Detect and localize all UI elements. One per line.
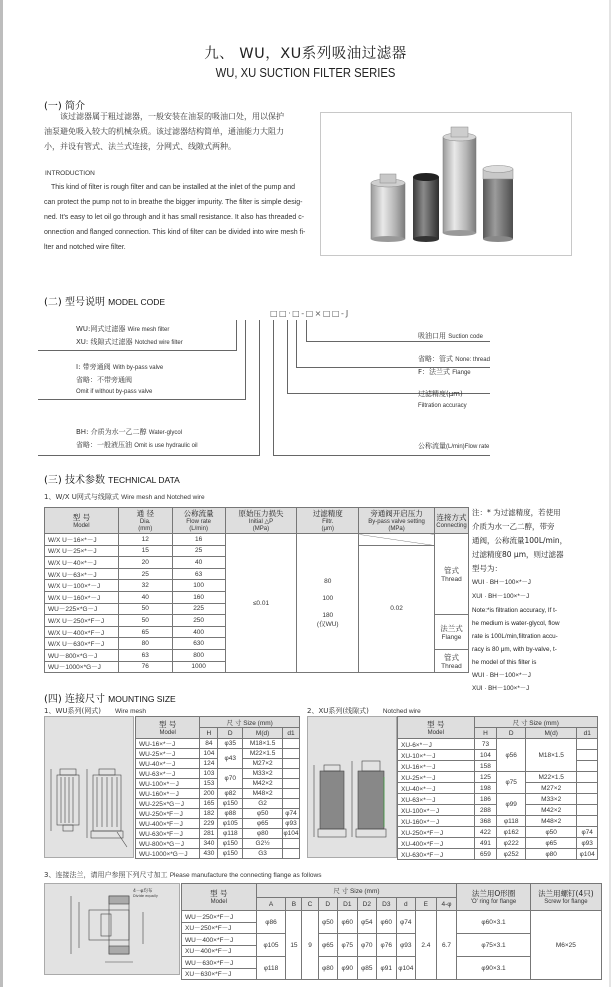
tech-table xyxy=(44,507,469,673)
tech-col-flow: 公称流量 Flow rate (L/min) xyxy=(172,508,225,534)
wu-cell-h: 182 xyxy=(200,809,218,819)
tech-col-connecting: 连接方式 Connecting xyxy=(434,508,468,534)
flange-cell-model: XU－400×*F－J xyxy=(182,945,257,957)
wu-cell-d: φ35 xyxy=(218,739,243,749)
flange-cell-d2: φ85 xyxy=(357,957,377,980)
flange-cell-model: WU－250×*F－J xyxy=(182,911,257,923)
wu-cell-d1 xyxy=(282,759,299,769)
xu-cell-d: φ222 xyxy=(497,838,526,849)
wu-cell-model: WU-40×*－J xyxy=(136,759,200,769)
xu-cell-md: φ80 xyxy=(525,849,576,860)
wu-cell-d1 xyxy=(282,749,299,759)
flange-drawing-note-en: Divide equally xyxy=(133,894,158,898)
wu-cell-h: 200 xyxy=(200,789,218,799)
xu-table-row xyxy=(398,849,598,860)
wu-cell-d1: φ104 xyxy=(283,830,299,837)
connector-line xyxy=(273,455,490,456)
wu-cell-md: φ65 xyxy=(243,819,283,829)
flange-cell-d: φ50 xyxy=(318,911,338,934)
flange-cell-d: φ74 xyxy=(396,911,416,934)
flange-cell-d3: φ60 xyxy=(377,911,397,934)
wu-cell-md: φ80 xyxy=(243,829,283,839)
xu-cell-d1 xyxy=(577,750,598,761)
flange-cell-d1: φ75 xyxy=(338,934,358,957)
wu-cell-md: M48×2 xyxy=(243,789,283,799)
wu-cell-md: G2 xyxy=(243,799,283,809)
xu-cell-model: XU-63×*－J xyxy=(398,794,475,805)
tech-cell-flow: 630 xyxy=(172,638,225,650)
wu-cell-md: φ50 xyxy=(243,809,283,819)
filter-3-icon xyxy=(443,127,476,236)
wu-table-row xyxy=(136,779,300,789)
tech-cell-flow: 160 xyxy=(172,591,225,603)
xu-cell-d: φ118 xyxy=(497,816,526,827)
wu-cell-model: WU-100×*－J xyxy=(136,779,200,789)
page-title: 九、 WU，XU系列吸油过滤器 xyxy=(204,46,407,62)
wu-table-row xyxy=(136,839,300,849)
xu-cell-h: 659 xyxy=(474,849,497,860)
tech-cell-flow: 800 xyxy=(172,649,225,661)
wu-cell-d1 xyxy=(282,849,299,859)
tech-cell-bypass: 0.02 xyxy=(359,545,435,673)
xu-cell-model: XU-160×*－J xyxy=(398,816,475,827)
tech-cell-model: WU－225×*G－J xyxy=(45,603,119,615)
flange-cell-a: φ105 xyxy=(256,934,286,957)
xu-drawing xyxy=(307,716,397,858)
tech-col-model: 型 号 Model xyxy=(45,508,119,534)
intro-en-line: onnection and flanged connection. This kind of filter can be divided into wire mesh fi- xyxy=(44,229,306,236)
wu-cell-model: WU-225×*G－J xyxy=(136,799,200,809)
wu-cell-d: φ150 xyxy=(218,839,243,849)
flange-cell-b: 15 xyxy=(286,911,302,980)
tech-heading: (三) 技术参数 TECHNICAL DATA xyxy=(44,475,180,486)
wu-cell-h: 103 xyxy=(200,769,218,779)
xu-cell-h: 368 xyxy=(474,816,497,827)
wu-cell-d1 xyxy=(282,779,299,789)
tech-cell-model: W/X U－630×*F－J xyxy=(45,638,119,650)
wu-table-row xyxy=(136,789,300,799)
connector-line xyxy=(273,320,274,455)
xu-cell-md: φ65 xyxy=(525,838,576,849)
xu-cell-md: M22×1.5 xyxy=(525,772,576,783)
xu-cell-model: XU-25×*－J xyxy=(398,772,475,783)
xu-cell-h: 491 xyxy=(474,838,497,849)
tech-cell-dia: 65 xyxy=(118,626,172,638)
wu-table-row xyxy=(136,739,300,749)
wu-cell-d1 xyxy=(282,839,299,849)
wu-cell-model: WU-160×*－J xyxy=(136,789,200,799)
wu-cell-md: M42×2 xyxy=(243,779,283,789)
xu-cell-md: M42×2 xyxy=(525,805,576,816)
xu-cell-d: φ56 xyxy=(497,739,526,772)
flange-cell-d3: φ76 xyxy=(377,934,397,957)
flange-table: 型 号 Model 尺 寸 Size (mm) 法兰用O形圈 'O' ring for flange 法兰用螺钉(4只) Screw for flange A B C D D1 D2 D3 d E 4-φ WU－250×*F－J φ86 15 9 φ50 φ60 φ54 φ60 φ74 2.4 6.7 φ60×3.1 M6×25 XU－250×*F－J WU－400×*F－J φ105 φ65 φ75 φ70 φ76 φ93 φ75×3.1 XU－400×*F－J WU－630×*F－J φ118 φ80 φ90 φ85 φ91 φ104 φ90×3.1 XU－630×*F－J xyxy=(181,883,602,980)
intro-cn-line: 该过滤器属于粗过滤器，一般安装在油泵的吸油口处，用以保护 xyxy=(44,112,284,121)
filter-2-icon xyxy=(413,173,439,242)
wu-table-row xyxy=(136,749,300,759)
xu-cell-d: φ162 xyxy=(497,827,526,838)
tech-table-row xyxy=(45,534,469,546)
tech-cell-model: W/X U－16×*－J xyxy=(45,534,119,546)
tech-cell-dia: 50 xyxy=(118,603,172,615)
flange-cell-oring: φ90×3.1 xyxy=(457,957,530,980)
wu-cell-model: WU-800×*G－J xyxy=(136,839,200,849)
model-code-label-accuracy: 过滤精度(μm) Filtration accuracy xyxy=(418,390,467,409)
wu-cell-h: 430 xyxy=(200,849,218,859)
tech-cell-connecting-thread-2: 管式 Thread xyxy=(434,649,468,672)
tech-cell-bypass-na xyxy=(359,534,435,546)
xu-cell-d1: φ74 xyxy=(577,827,598,838)
flange-cell-d: φ104 xyxy=(396,957,416,980)
wu-table-row xyxy=(136,819,300,829)
tech-cell-dia: 32 xyxy=(118,580,172,592)
wu-cell-h: 281 xyxy=(200,829,218,839)
tech-cell-model: W/X U－40×*－J xyxy=(45,557,119,569)
filter-product-photo xyxy=(320,112,572,256)
wu-cell-model: WU-25×*－J xyxy=(136,749,200,759)
wu-cell-h: 153 xyxy=(200,779,218,789)
wu-cell-h: 340 xyxy=(200,839,218,849)
xu-cell-md: M18×1.5 xyxy=(525,739,576,772)
wu-cell-d: φ43 xyxy=(218,749,243,769)
wu-cell-d1 xyxy=(282,739,299,749)
tech-col-dp: 原始压力损失 Initial △P (MPa) xyxy=(225,508,297,534)
xu-size-table: 型 号 Model 尺 寸 Size (mm) H D M(d) d1 XU-6×*－J 73 φ56 M18×1.5 XU-10×*－J 104 XU-16×*－J 158 XU-25×*－J 125 φ75 M22×1.5 XU-40×*－J 198 M27×2 XU-63×*－J 186 φ99 M33×2 XU-100×*－J 288 M42×2 XU-160×*－J 368 φ118 M48×2 XU-250×*F－J 422 φ162 φ50 φ74 XU-400×*F－J 491 φ222 φ65 φ93 XU-630×*F－J 659 φ252 φ80 φ104 xyxy=(397,716,598,860)
flange-cell-d: φ93 xyxy=(396,934,416,957)
flange-cell-model: XU－250×*F－J xyxy=(182,922,257,934)
flange-cell-d1: φ60 xyxy=(338,911,358,934)
xu-cell-model: XU-100×*－J xyxy=(398,805,475,816)
wu-cell-model: WU-400×*F－J xyxy=(136,819,200,829)
page-subtitle: WU, XU SUCTION FILTER SERIES xyxy=(215,66,396,80)
model-code-heading-en: MODEL CODE xyxy=(108,297,166,307)
model-code-label-suction: 吸油口用 Suction code xyxy=(418,332,483,340)
wu-cell-md: M33×2 xyxy=(243,769,283,779)
flange-cell-model: WU－630×*F－J xyxy=(182,957,257,969)
tech-cell-connecting-thread: 管式 Thread xyxy=(434,534,468,615)
connector-line xyxy=(287,320,288,394)
flange-cell-model: XU－630×*F－J xyxy=(182,968,257,980)
xu-cell-d1 xyxy=(577,816,598,827)
flange-subheading: 3、连接法兰，请用户参照下列尺寸加工 Please manufacture the connecting flange as follows xyxy=(44,871,322,879)
tech-cell-model: W/X U－25×*－J xyxy=(45,545,119,557)
xu-cell-h: 158 xyxy=(474,761,497,772)
tech-cell-dia: 50 xyxy=(118,615,172,627)
xu-cell-md: M33×2 xyxy=(525,794,576,805)
flange-cell-screw: M6×25 xyxy=(530,911,601,980)
wu-table-row xyxy=(136,799,300,809)
wu-cell-md: M18×1.5 xyxy=(243,739,283,749)
xu-cell-d1 xyxy=(577,794,598,805)
intro-en-text xyxy=(44,180,319,255)
flange-cell-oring: φ75×3.1 xyxy=(457,934,530,957)
xu-cell-h: 198 xyxy=(474,783,497,794)
flange-cell-d: φ80 xyxy=(318,957,338,980)
xu-cell-model: XU-40×*－J xyxy=(398,783,475,794)
connector-line xyxy=(306,320,307,342)
flange-drawing xyxy=(44,883,180,975)
flange-cell-d1: φ90 xyxy=(338,957,358,980)
xu-cell-d1 xyxy=(577,739,598,750)
wu-table-row xyxy=(136,769,300,779)
tech-cell-model: W/X U－100×*－J xyxy=(45,580,119,592)
tech-cell-flow: 63 xyxy=(172,568,225,580)
xu-cell-model: XU-6×*－J xyxy=(398,739,475,750)
flange-drawing-note: 4－φ均布 xyxy=(133,889,153,894)
intro-cn-line: 油泵避免吸入较大的机械杂质。该过滤器结构简单，通油能力大阻力 xyxy=(44,127,284,136)
tech-note: 注：* 为过滤精度，若使用 介质为水一乙二醇，带旁 通阀，公称流量100L/min， 过滤精度80 μm，则过滤器 型号为： WUI · BH－100×*－J XUI · BH－100×*－J Note:*is filtration accuracy, If t- he medium is water-glycol, flow rate is 100L/min,filtration accu- racy is 80 μm, with by-valve, t- he model of this filter is WUI · BH－100×*－J XUI · BH－100×*－J xyxy=(472,508,568,692)
intro-heading: (一) 简介 xyxy=(44,101,85,112)
flange-cell-model: WU－400×*F－J xyxy=(182,934,257,946)
tech-cell-dia: 20 xyxy=(118,557,172,569)
wu-cell-h: 165 xyxy=(200,799,218,809)
model-code-label-bypass: I: 带旁通阀 With by-pass valve 省略：不带旁通阀 Omit if without by-pass valve xyxy=(76,363,164,395)
wu-cell-model: WU-250×*F－J xyxy=(136,809,200,819)
wu-cell-h: 229 xyxy=(200,819,218,829)
tech-cell-flow: 16 xyxy=(172,534,225,546)
wu-cell-md: M22×1.5 xyxy=(243,749,283,759)
flange-cell-4phi: 6.7 xyxy=(436,911,457,980)
tech-cell-flow: 1000 xyxy=(172,661,225,673)
model-code-label-flow: 公称流量(L/min)Flow rate xyxy=(418,442,490,450)
tech-cell-model: W/X U－250×*F－J xyxy=(45,615,119,627)
flange-cell-d2: φ54 xyxy=(357,911,377,934)
model-code-string: □□·□-□×□□-J xyxy=(270,309,350,318)
tech-cell-flow: 25 xyxy=(172,545,225,557)
wu-cell-d1 xyxy=(282,789,299,799)
wu-table-row xyxy=(136,809,300,819)
wu-cell-d: φ82 xyxy=(218,789,243,799)
tech-cell-dia: 40 xyxy=(118,591,172,603)
left-border xyxy=(0,0,3,987)
intro-en-line: This kind of filter is rough filter and can be installed at the inlet of the pump and xyxy=(44,184,295,191)
tech-cell-flow: 225 xyxy=(172,603,225,615)
wu-cell-d1: φ93 xyxy=(282,819,299,829)
intro-en-line: ned. It's easy to let oil go through and it has small resistance. It also has threaded c- xyxy=(44,214,305,221)
tech-cell-dia: 25 xyxy=(118,568,172,580)
tech-subheading: 1、W/X U网式与线隙式 Wire mesh and Notched wire xyxy=(44,493,205,501)
xu-cell-h: 104 xyxy=(474,750,497,761)
xu-cell-model: XU-16×*－J xyxy=(398,761,475,772)
intro-cn-text xyxy=(44,109,314,154)
xu-cell-d1: φ104 xyxy=(577,849,598,860)
flange-table-row xyxy=(182,911,602,923)
xu-cell-d1 xyxy=(577,772,598,783)
xu-cell-d1 xyxy=(577,783,598,794)
xu-cell-h: 422 xyxy=(474,827,497,838)
connector-line xyxy=(259,320,260,455)
xu-table-row xyxy=(398,838,598,849)
model-code-label-medium: BH: 介质为水一乙二醇 Water-glycol 省略：一般液压油 Omit is use hydraulic oil xyxy=(76,428,198,449)
wu-cell-d: φ150 xyxy=(218,799,243,809)
xu-table-row xyxy=(398,827,598,838)
tech-cell-dia: 80 xyxy=(118,638,172,650)
wu-table-row xyxy=(136,759,300,769)
wu-cell-d: φ70 xyxy=(218,769,243,789)
tech-cell-flow: 100 xyxy=(172,580,225,592)
flange-cell-d3: φ91 xyxy=(377,957,397,980)
tech-col-filtr: 过滤精度 Filtr. (μm) xyxy=(297,508,359,534)
xu-cell-model: XU-630×*F－J xyxy=(398,849,475,860)
tech-cell-dia: 15 xyxy=(118,545,172,557)
wu-drawing xyxy=(44,716,134,858)
filter-1-icon xyxy=(371,174,405,242)
xu-subheading: 2、XU系列(线隙式) Notched wire xyxy=(307,707,421,715)
intro-en-line: lter and notched wire filter. xyxy=(44,244,126,251)
connector-line xyxy=(38,350,237,351)
model-code-heading xyxy=(44,293,165,308)
wu-cell-model: WU-63×*－J xyxy=(136,769,200,779)
wu-cell-d1: φ74 xyxy=(282,809,299,819)
flange-cell-d: φ65 xyxy=(318,934,338,957)
tech-cell-model: WU－1000×*G－J xyxy=(45,661,119,673)
tech-cell-model: W/X U－63×*－J xyxy=(45,568,119,580)
xu-cell-d1 xyxy=(577,761,598,772)
wu-cell-md: G3 xyxy=(243,849,283,859)
tech-cell-initial-dp: ≤0.01 xyxy=(225,534,297,673)
flange-cell-c: 9 xyxy=(302,911,318,980)
wu-cell-d: φ150 xyxy=(218,849,243,859)
model-code-label-type: WU:网式过滤器 Wire mesh filter XU: 线隙式过滤器 Notched wire filter xyxy=(76,325,183,346)
wu-cell-md: M27×2 xyxy=(243,759,283,769)
wu-table-row xyxy=(136,829,300,839)
wu-cell-h: 104 xyxy=(200,749,218,759)
tech-cell-dia: 12 xyxy=(118,534,172,546)
xu-cell-h: 73 xyxy=(474,739,497,750)
wu-table-row xyxy=(136,849,300,859)
wu-cell-d: φ105 xyxy=(218,819,243,829)
wu-cell-model: WU-630×*F－J xyxy=(136,829,200,839)
tech-cell-filtr: 80 100 180 (仅WU) xyxy=(297,534,359,673)
flange-cell-e: 2.4 xyxy=(416,911,437,980)
connector-line xyxy=(38,399,246,400)
xu-cell-h: 186 xyxy=(474,794,497,805)
connector-line xyxy=(236,320,237,350)
xu-table-row xyxy=(398,772,598,783)
intro-en-line: can protect the pump not to in breathe the bigger impurity. The filter is simple desig- xyxy=(44,199,303,206)
tech-cell-connecting-flange: 法兰式 Flange xyxy=(434,615,468,650)
tech-col-dia: 通 径 Dia. (mm) xyxy=(118,508,172,534)
intro-en-heading: INTRODUCTION xyxy=(45,170,95,177)
tech-cell-dia: 76 xyxy=(118,661,172,673)
wu-cell-md: G2½ xyxy=(243,839,283,849)
tech-cell-model: WU－800×*G－J xyxy=(45,649,119,661)
flange-cell-a: φ118 xyxy=(256,957,286,980)
wu-cell-d1 xyxy=(282,769,299,779)
mounting-heading: (四) 连接尺寸 MOUNTING SIZE xyxy=(44,694,176,705)
xu-cell-model: XU-250×*F－J xyxy=(398,827,475,838)
intro-cn-line: 小，并设有管式、法兰式连接，分网式、线隙式两种。 xyxy=(44,142,236,151)
xu-cell-d: φ252 xyxy=(497,849,526,860)
wu-subheading: 1、WU系列(网式) Wire mesh xyxy=(44,707,147,715)
xu-cell-h: 288 xyxy=(474,805,497,816)
model-code-heading-cn: (二) 型号说明 xyxy=(44,297,105,308)
tech-cell-model: W/X U－160×*－J xyxy=(45,591,119,603)
connector-line xyxy=(38,455,260,456)
xu-cell-md: M48×2 xyxy=(525,816,576,827)
xu-cell-d1: φ93 xyxy=(577,838,598,849)
tech-cell-flow: 250 xyxy=(172,615,225,627)
wu-cell-d: φ118 xyxy=(218,829,243,839)
xu-cell-h: 125 xyxy=(474,772,497,783)
xu-cell-md: M27×2 xyxy=(525,783,576,794)
flange-cell-a: φ86 xyxy=(256,911,286,934)
xu-table-row xyxy=(398,816,598,827)
xu-table-row xyxy=(398,739,598,750)
xu-cell-md: φ50 xyxy=(525,827,576,838)
wu-cell-model: WU-1000×*G－J xyxy=(136,849,200,859)
connector-line xyxy=(296,320,297,368)
wu-size-table: 型 号 Model 尺 寸 Size (mm) H D M(d) d1 WU-16×*－J 84 φ35 M18×1.5 WU-25×*－J 104 φ43 M22×1.5 WU-40×*－J 124 M27×2 WU-63×*－J 103 φ70 M33×2 WU-100×*－J 153 M42×2 WU-160×*－J 200 φ82 M48×2 WU-225×*G－J 165 φ150 G2 WU-250×*F－J 182 φ88 φ50 φ74 WU-400×*F－J 229 φ105 φ65 φ93 WU-630×*F－J 281 φ118 φ80 φ104 WU-800×*G－J 340 φ150 G2½ WU-1000×*G－J 430 φ150 G3 xyxy=(135,716,300,859)
wu-cell-model: WU-16×*－J xyxy=(136,739,200,749)
xu-cell-model: XU-10×*－J xyxy=(398,750,475,761)
xu-cell-d: φ99 xyxy=(497,794,526,816)
xu-cell-model: XU-400×*F－J xyxy=(398,838,475,849)
filter-4-icon xyxy=(483,166,513,243)
connector-line xyxy=(245,320,246,400)
wu-cell-d1 xyxy=(282,799,299,809)
wu-cell-h: 124 xyxy=(200,759,218,769)
tech-cell-flow: 40 xyxy=(172,557,225,569)
wu-cell-d: φ88 xyxy=(218,809,243,819)
xu-cell-d: φ75 xyxy=(497,772,526,794)
tech-cell-flow: 400 xyxy=(172,626,225,638)
tech-cell-dia: 63 xyxy=(118,649,172,661)
tech-cell-model: W/X U－400×*F－J xyxy=(45,626,119,638)
model-code-label-connection: 省略：管式 None: thread F：法兰式 Flange xyxy=(418,355,490,376)
tech-col-bypass: 旁通阀开启压力 By-pass valve setting (MPa) xyxy=(359,508,435,534)
flange-cell-d2: φ70 xyxy=(357,934,377,957)
xu-cell-d1 xyxy=(577,805,598,816)
flange-cell-oring: φ60×3.1 xyxy=(457,911,530,934)
xu-table-row xyxy=(398,794,598,805)
wu-cell-h: 84 xyxy=(200,739,218,749)
